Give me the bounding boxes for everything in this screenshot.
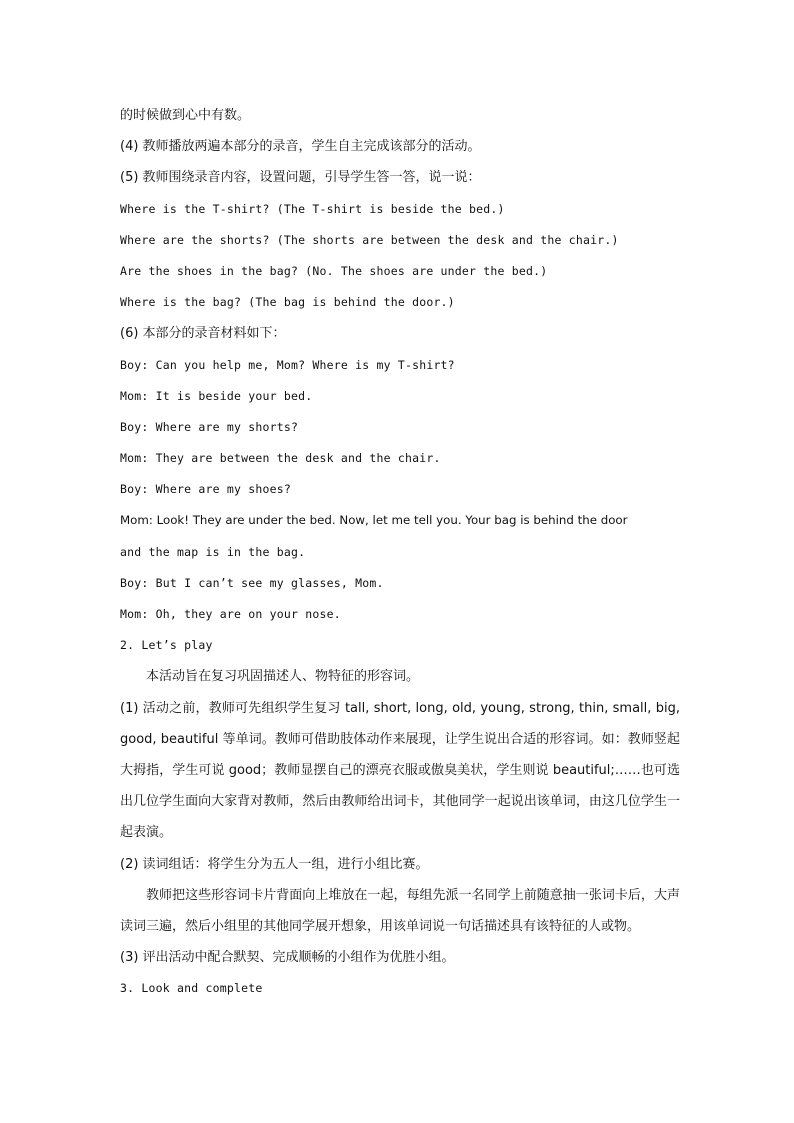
step-6-line: (6) 本部分的录音材料如下： [120,326,286,342]
question-3-line: Are the shoes in the bag? (No. The shoes are under the bed.) [120,263,548,278]
section-heading-lets-play: 2. Let’s play [120,638,213,653]
text-line-1: 的时候做到心中有数。 [120,108,251,123]
section-intro: 本活动旨在复习巩固描述人、物特征的形容词。 [146,669,420,685]
question-1-line: Where is the T-shirt? (The T-shirt is beside the bed.) [120,201,505,216]
dialogue-line-7: Boy: But I can’t see my glasses, Mom. [120,575,384,590]
dialogue-line-5: Boy: Where are my shoes? [120,482,291,497]
step-4-line: (4) 教师播放两遍本部分的录音，学生自主完成该部分的活动。 [120,139,481,155]
question-4-line: Where is the bag? (The bag is behind the door.) [120,295,455,310]
document-body [120,100,680,1005]
dialogue-line-8: Mom: Oh, they are on your nose. [120,607,341,621]
paragraph-step-2-detail: 教师把这些形容词卡片背面向上堆放在一起，每组先派一名同学上前随意抽一张词卡后，大声读词三遍，然后小组里的其他同学展开想象，用该单词说一句话描述具有该特征的人或物。 [120,887,680,934]
section-heading-look-and-complete: 3. Look and complete [120,981,263,996]
dialogue-line-1: Boy: Can you help me, Mom? Where is my T-shirt? [120,357,455,372]
step-3-line: (3) 评出活动中配合默契、完成顺畅的小组作为优胜小组。 [120,950,455,966]
dialogue-line-2: Mom: It is beside your bed. [120,388,313,403]
dialogue-line-6-cont: and the map is in the bag. [120,544,306,559]
step-2-line: (2) 读词组话：将学生分为五人一组，进行小组比赛。 [120,856,429,872]
dialogue-line-6: Mom: Look! They are under the bed. Now, let me tell you. Your bag is behind the door [120,513,628,528]
step-5-line: (5) 教师围绕录音内容，设置问题，引导学生答一答，说一说： [120,170,481,186]
paragraph-step-1: (1) 活动之前，教师可先组织学生复习 tall, short, long, old, young, strong, thin, small, big, good, beautiful 等单词。教师可借助肢体动作来展现，让学生说出合适的形容词。如：教师竖起大拇指，学生可说 good；教师显摆自己的漂亮衣服或傲臭美状，学生则说 beautiful;……也可选出几位学生面向大家背对教师，然后由教师给出词卡，其他同学一起说出该单词，由这几位学生一起表演。 [120,700,680,841]
dialogue-line-4: Mom: They are between the desk and the chair. [120,451,441,466]
question-2-line: Where are the shorts? (The shorts are between the desk and the chair.) [120,232,619,247]
dialogue-line-3: Boy: Where are my shorts? [120,419,299,434]
